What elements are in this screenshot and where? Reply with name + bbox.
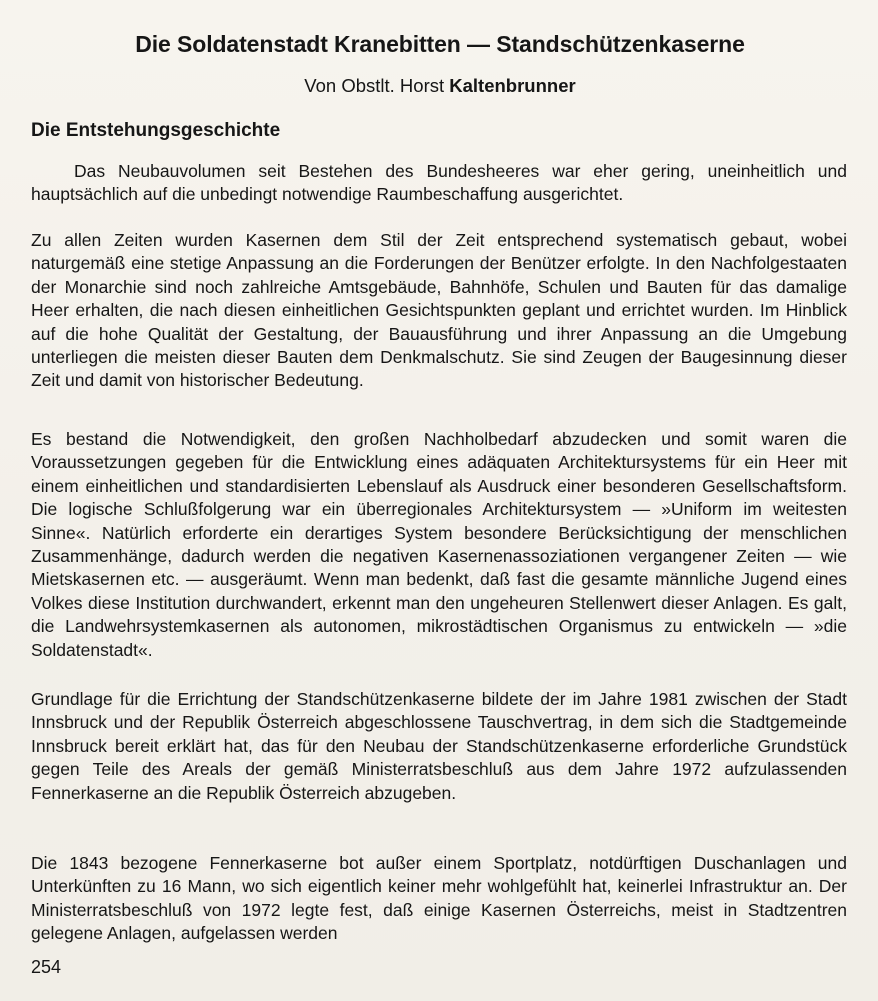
section-heading: Die Entstehungsgeschichte (31, 120, 281, 141)
paragraph-3: Es bestand die Notwendigkeit, den großen Nachholbedarf abzudecken und somit waren die Voraussetzungen gegeben für die Entwicklung eines adäquaten Architektursystems für ein Heer mit einem einheitlichen und standardisierten Lebenslauf als Ausdruck einer besonderen Gesellschaftsform. Die logische Schlußfolgerung war ein überregionales Architektursystem — »Uniform im weitesten Sinne«. Natürlich erforderte ein derartiges System besondere Berücksichtigung der menschlichen Zusammenhänge, dadurch werden die negativen Kasernenassoziationen vergangener Zeiten — wie Mietskasernen etc. — ausgeräumt. Wenn man bedenkt, daß fast die gesamte männliche Jugend eines Volkes diese Institution durchwandert, erkennt man den ungeheuren Stellenwert dieser Anlagen. Es galt, die Landwehrsystemkasernen als autonomen, mikrostädtischen Organismus zu entwickeln — »die Soldatenstadt«. (31, 429, 847, 660)
page-number: 254 (31, 957, 62, 977)
author-name: Kaltenbrunner (449, 75, 576, 96)
paragraph-4: Grundlage für die Errichtung der Standschützenkaserne bildete der im Jahre 1981 zwischen der Stadt Innsbruck und der Republik Österreich abgeschlossene Tauschvertrag, in dem sich die Stadtgemeinde Innsbruck bereit erklärt hat, das für den Neubau der Standschützenkaserne erforderliche Grundstück gegen Teile des Areals der gemäß Ministerratsbeschluß aus dem Jahre 1972 aufzulassenden Fennerkaserne an die Republik Österreich abzugeben. (31, 689, 847, 803)
paragraph-1: Das Neubauvolumen seit Bestehen des Bundesheeres war eher gering, uneinheitlich und hauptsächlich auf die unbedingt notwendige Raumbeschaffung ausgerichtet. (31, 161, 847, 205)
paragraph-5: Die 1843 bezogene Fennerkaserne bot außer einem Sportplatz, notdürftigen Duschanlagen und Unterkünften zu 16 Mann, wo sich eigentlich keiner mehr wohlgefühlt hat, keinerlei Infrastruktur an. Der Ministerratsbeschluß von 1972 legte fest, daß einige Kasernen Österreichs, meist in Stadtzentren gelegene Anlagen, aufgelassen werden (31, 853, 847, 944)
paragraph-2: Zu allen Zeiten wurden Kasernen dem Stil der Zeit entsprechend systematisch gebaut, wobei naturgemäß eine stetige Anpassung an die Forderungen der Benützer erfolgte. In den Nachfolgestaaten der Monarchie sind noch zahlreiche Amtsgebäude, Bahnhöfe, Schulen und Bauten für das damalige Heer erhalten, die nach diesen einheitlichen Gesichtspunkten geplant und errichtet wurden. Im Hinblick auf die hohe Qualität der Gestaltung, der Bauausführung und ihrer Anpassung an die Umgebung unterliegen die meisten dieser Bauten dem Denkmalschutz. Sie sind Zeugen der Baugesinnung dieser Zeit und damit von historischer Bedeutung. (31, 230, 847, 391)
article-byline (40, 74, 840, 98)
byline-prefix: Von Obstlt. Horst (304, 75, 445, 96)
article-title: Die Soldatenstadt Kranebitten — Standschützenkaserne (135, 31, 745, 57)
